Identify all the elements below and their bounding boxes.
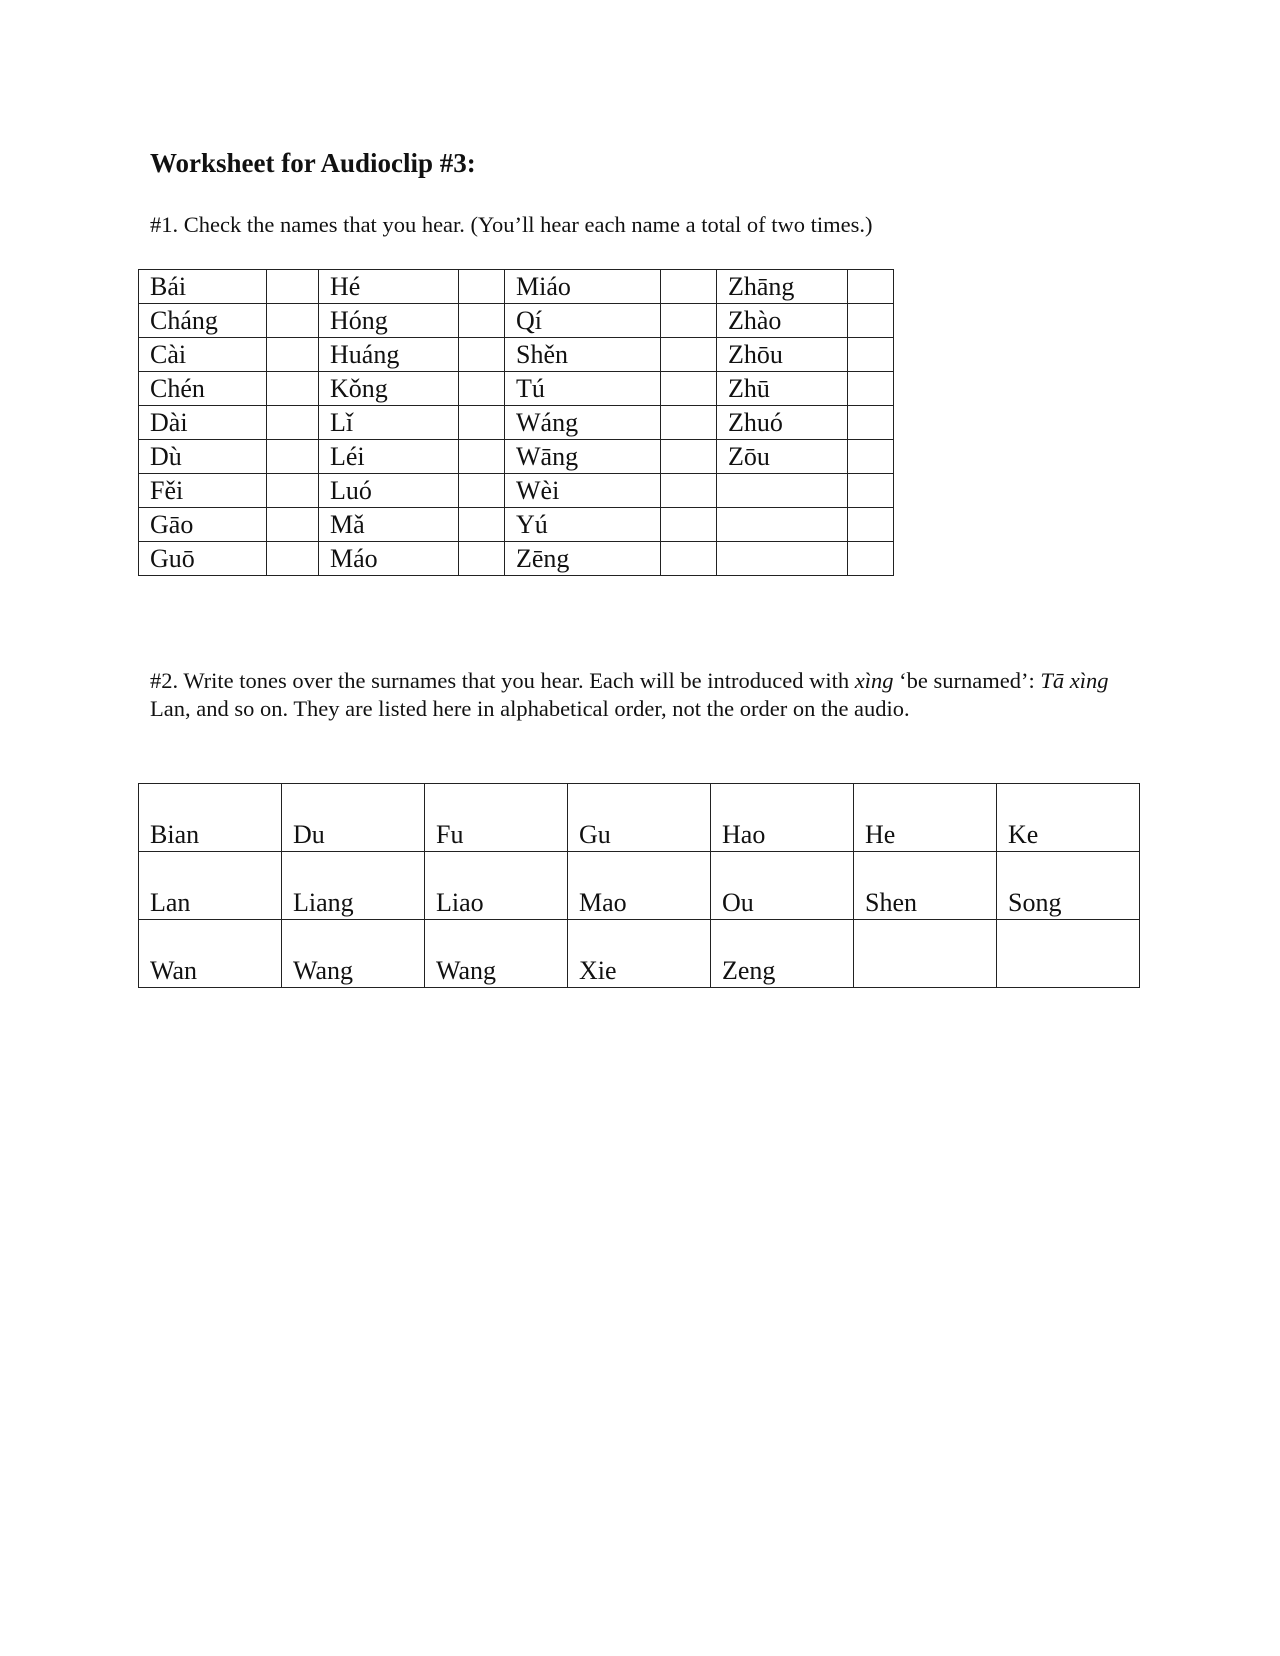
name-cell: Hé xyxy=(319,270,459,304)
instruction-text: #2. Write tones over the surnames that you hear. Each will be introduced with xyxy=(150,668,855,693)
surname-cell[interactable]: Wang xyxy=(425,920,568,988)
name-cell: Luó xyxy=(319,474,459,508)
table-row xyxy=(139,542,894,576)
name-cell: Zhào xyxy=(717,304,848,338)
check-box-cell[interactable] xyxy=(459,338,505,372)
name-cell: Guō xyxy=(139,542,267,576)
name-cell: Cài xyxy=(139,338,267,372)
surname-cell[interactable]: Shen xyxy=(854,852,997,920)
instruction-text: Lan, and so on. They are listed here in alphabetical order, not the order on the audio. xyxy=(150,696,910,721)
check-box-cell[interactable] xyxy=(661,542,717,576)
name-cell: Máo xyxy=(319,542,459,576)
surname-cell[interactable]: Du xyxy=(282,784,425,852)
check-box-cell[interactable] xyxy=(661,440,717,474)
worksheet-title: Worksheet for Audioclip #3: xyxy=(150,148,476,178)
check-box-cell[interactable] xyxy=(459,474,505,508)
name-cell: Shěn xyxy=(505,338,661,372)
name-cell: Bái xyxy=(139,270,267,304)
table-row xyxy=(139,920,1140,988)
name-cell: Qí xyxy=(505,304,661,338)
check-box-cell[interactable] xyxy=(459,304,505,338)
name-cell: Léi xyxy=(319,440,459,474)
name-cell: Zōu xyxy=(717,440,848,474)
check-box-cell[interactable] xyxy=(267,508,319,542)
check-box-cell[interactable] xyxy=(848,508,894,542)
surname-cell[interactable] xyxy=(854,920,997,988)
table-row xyxy=(139,372,894,406)
table-row xyxy=(139,304,894,338)
name-cell: Zhuó xyxy=(717,406,848,440)
name-cell: Cháng xyxy=(139,304,267,338)
surname-cell[interactable]: Liang xyxy=(282,852,425,920)
name-cell: Hóng xyxy=(319,304,459,338)
check-box-cell[interactable] xyxy=(267,304,319,338)
surname-cell[interactable]: Wang xyxy=(282,920,425,988)
check-box-cell[interactable] xyxy=(848,440,894,474)
name-cell: Lǐ xyxy=(319,406,459,440)
check-box-cell[interactable] xyxy=(267,372,319,406)
check-box-cell[interactable] xyxy=(459,440,505,474)
check-box-cell[interactable] xyxy=(661,508,717,542)
check-box-cell[interactable] xyxy=(848,270,894,304)
instruction-text: ‘be surnamed’: xyxy=(893,668,1041,693)
name-cell: Tú xyxy=(505,372,661,406)
name-cell: Miáo xyxy=(505,270,661,304)
surname-cell[interactable]: Ou xyxy=(711,852,854,920)
table-row xyxy=(139,474,894,508)
name-cell: Gāo xyxy=(139,508,267,542)
name-cell: Dài xyxy=(139,406,267,440)
surname-cell[interactable]: Ke xyxy=(997,784,1140,852)
surnames-tone-table xyxy=(138,783,1140,988)
surname-cell[interactable]: Bian xyxy=(139,784,282,852)
name-cell: Huáng xyxy=(319,338,459,372)
name-cell xyxy=(717,508,848,542)
surname-cell[interactable]: Song xyxy=(997,852,1140,920)
surname-cell[interactable]: Mao xyxy=(568,852,711,920)
table-row xyxy=(139,440,894,474)
check-box-cell[interactable] xyxy=(661,406,717,440)
name-cell xyxy=(717,542,848,576)
xing-word: xìng xyxy=(854,668,894,693)
name-cell xyxy=(717,474,848,508)
name-cell: Zēng xyxy=(505,542,661,576)
check-box-cell[interactable] xyxy=(661,338,717,372)
table-row xyxy=(139,406,894,440)
check-box-cell[interactable] xyxy=(848,372,894,406)
surname-cell[interactable]: Gu xyxy=(568,784,711,852)
name-cell: Mǎ xyxy=(319,508,459,542)
name-cell: Fěi xyxy=(139,474,267,508)
check-box-cell[interactable] xyxy=(848,338,894,372)
check-box-cell[interactable] xyxy=(848,542,894,576)
name-cell: Chén xyxy=(139,372,267,406)
name-cell: Zhū xyxy=(717,372,848,406)
names-checklist-table xyxy=(138,269,894,576)
check-box-cell[interactable] xyxy=(459,270,505,304)
table-row xyxy=(139,270,894,304)
name-cell: Yú xyxy=(505,508,661,542)
check-box-cell[interactable] xyxy=(459,372,505,406)
check-box-cell[interactable] xyxy=(661,270,717,304)
name-cell: Dù xyxy=(139,440,267,474)
name-cell: Zhāng xyxy=(717,270,848,304)
section2-instruction xyxy=(150,667,1110,723)
check-box-cell[interactable] xyxy=(459,542,505,576)
surname-cell[interactable]: Zeng xyxy=(711,920,854,988)
name-cell: Wèi xyxy=(505,474,661,508)
check-box-cell[interactable] xyxy=(661,304,717,338)
check-box-cell[interactable] xyxy=(459,406,505,440)
check-box-cell[interactable] xyxy=(267,474,319,508)
surname-cell[interactable]: Lan xyxy=(139,852,282,920)
surname-cell[interactable]: Fu xyxy=(425,784,568,852)
check-box-cell[interactable] xyxy=(267,270,319,304)
table-row xyxy=(139,784,1140,852)
surname-cell[interactable]: He xyxy=(854,784,997,852)
table-row xyxy=(139,508,894,542)
check-box-cell[interactable] xyxy=(848,304,894,338)
check-box-cell[interactable] xyxy=(267,338,319,372)
example-phrase: Tā xìng xyxy=(1040,668,1109,693)
name-cell: Wāng xyxy=(505,440,661,474)
table-row xyxy=(139,852,1140,920)
surname-cell[interactable]: Hao xyxy=(711,784,854,852)
table-row xyxy=(139,338,894,372)
check-box-cell[interactable] xyxy=(267,542,319,576)
section1-instruction: #1. Check the names that you hear. (You’ll hear each name a total of two times.) xyxy=(150,212,873,237)
check-box-cell[interactable] xyxy=(661,372,717,406)
check-box-cell[interactable] xyxy=(848,406,894,440)
check-box-cell[interactable] xyxy=(267,406,319,440)
surname-cell[interactable]: Liao xyxy=(425,852,568,920)
check-box-cell[interactable] xyxy=(267,440,319,474)
check-box-cell[interactable] xyxy=(661,474,717,508)
name-cell: Kǒng xyxy=(319,372,459,406)
name-cell: Wáng xyxy=(505,406,661,440)
check-box-cell[interactable] xyxy=(848,474,894,508)
name-cell: Zhōu xyxy=(717,338,848,372)
surname-cell[interactable]: Wan xyxy=(139,920,282,988)
surname-cell[interactable]: Xie xyxy=(568,920,711,988)
check-box-cell[interactable] xyxy=(459,508,505,542)
surname-cell[interactable] xyxy=(997,920,1140,988)
